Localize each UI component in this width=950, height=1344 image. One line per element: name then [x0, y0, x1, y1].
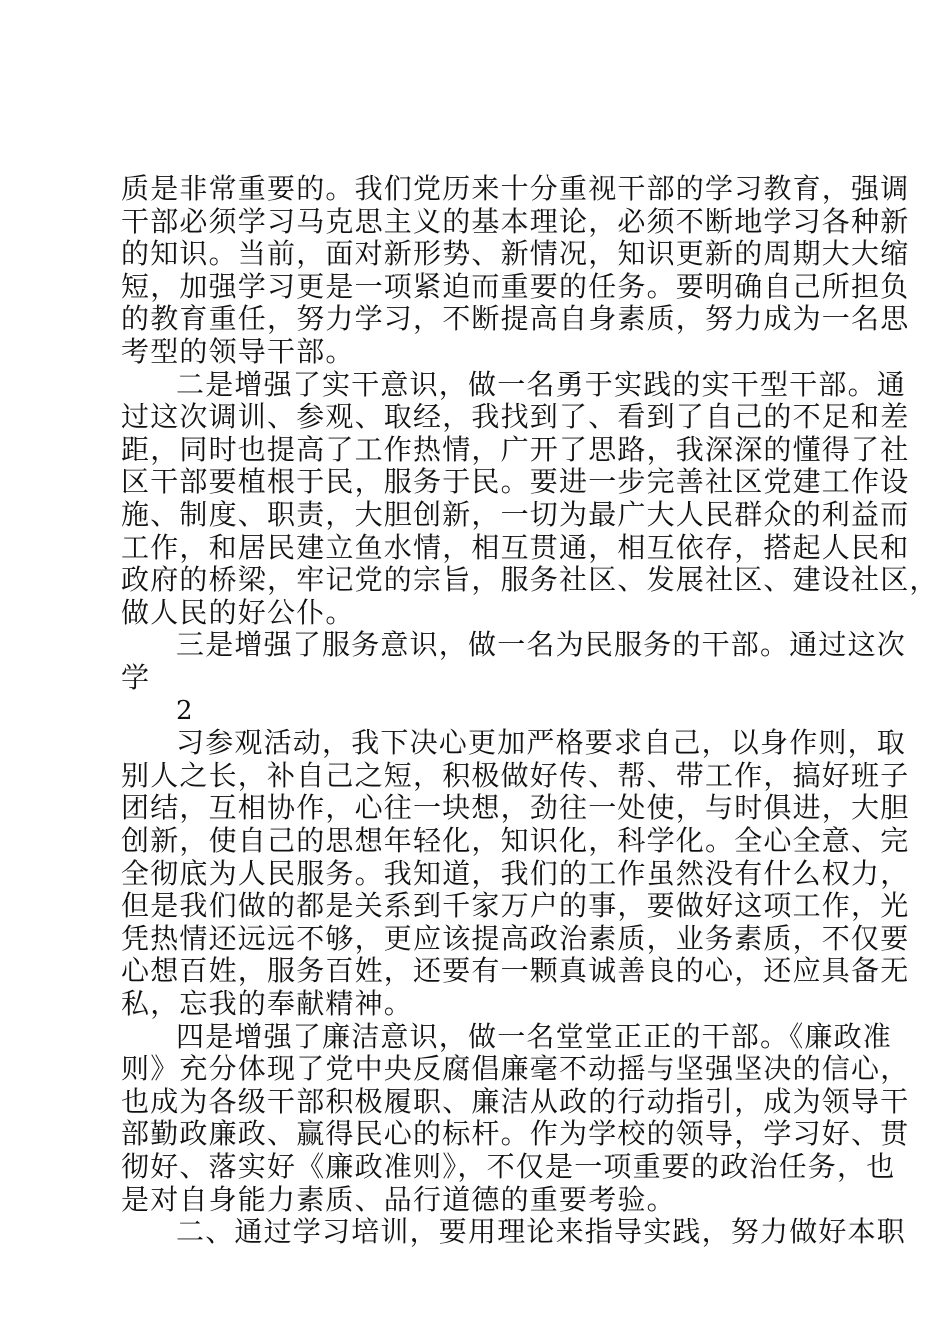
text-line: 考型的领导干部。	[121, 335, 355, 368]
inline-page-number: 2	[176, 695, 193, 726]
text-line: 彻好、落实好《廉政准则》，不仅是一项重要的政治任务，也	[121, 1150, 896, 1183]
text-line: 的知识。当前，面对新形势、新情况，知识更新的周期大大缩	[121, 237, 910, 271]
text-line: 工作，和居民建立鱼水情，相互贯通，相互依存，搭起人民和	[121, 530, 910, 564]
text-line: 也成为各级干部积极履职、廉洁从政的行动指引，成为领导干	[121, 1084, 910, 1118]
text-line: 但是我们做的都是关系到千家万户的事，要做好这项工作，光	[121, 889, 910, 923]
text-line: 部勤政廉政、赢得民心的标杆。作为学校的领导，学习好、贯	[121, 1117, 910, 1151]
text-line: 二是增强了实干意识，做一名勇于实践的实干型干部。通	[176, 367, 907, 401]
text-line: 过这次调训、参观、取经，我找到了、看到了自己的不足和差	[121, 400, 910, 434]
text-line: 施、制度、职责，大胆创新，一切为最广大人民群众的利益而	[121, 498, 910, 531]
text-line: 私，忘我的奉献精神。	[121, 987, 414, 1020]
text-line: 心想百姓，服务百姓，还要有一颗真诚善良的心，还应具备无	[121, 954, 910, 988]
text-line: 干部必须学习马克思主义的基本理论，必须不断地学习各种新	[121, 204, 910, 238]
text-line: 全彻底为人民服务。我知道，我们的工作虽然没有什么权力，	[121, 856, 910, 890]
text-line: 短，加强学习更是一项紧迫而重要的任务。要明确自己所担负	[121, 269, 910, 303]
text-line: 质是非常重要的。我们党历来十分重视干部的学习教育，强调	[121, 172, 910, 205]
text-line: 三是增强了服务意识，做一名为民服务的干部。通过这次	[176, 628, 907, 662]
text-line: 别人之长，补自己之短，积极做好传、帮、带工作，搞好班子	[121, 758, 910, 792]
text-line: 创新，使自己的思想年轻化，知识化，科学化。全心全意、完	[121, 824, 910, 857]
text-line: 政府的桥梁，牢记党的宗旨，服务社区、发展社区、建设社区，	[121, 563, 939, 597]
text-line: 做人民的好公仆。	[121, 595, 355, 629]
text-line: 学	[121, 661, 151, 694]
text-line: 二、通过学习培训，要用理论来指导实践，努力做好本职	[176, 1215, 907, 1249]
text-line: 团结，互相协作，心往一块想，劲往一处使，与时俱进，大胆	[121, 791, 910, 825]
text-line: 四是增强了廉洁意识，做一名堂堂正正的干部。《廉政准	[176, 1019, 893, 1053]
text-line: 则》充分体现了党中央反腐倡廉毫不动摇与坚强坚决的信心，	[121, 1052, 910, 1086]
text-line: 区干部要植根于民，服务于民。要进一步完善社区党建工作设	[121, 465, 910, 499]
text-line: 的教育重任，努力学习，不断提高自身素质，努力成为一名思	[121, 302, 910, 336]
text-line: 是对自身能力素质、品行道德的重要考验。	[121, 1182, 676, 1216]
text-line: 凭热情还远远不够，更应该提高政治素质，业务素质，不仅要	[121, 921, 910, 955]
text-line: 距，同时也提高了工作热情，广开了思路，我深深的懂得了社	[121, 432, 910, 466]
text-line: 习参观活动，我下决心更加严格要求自己，以身作则，取	[176, 726, 907, 760]
